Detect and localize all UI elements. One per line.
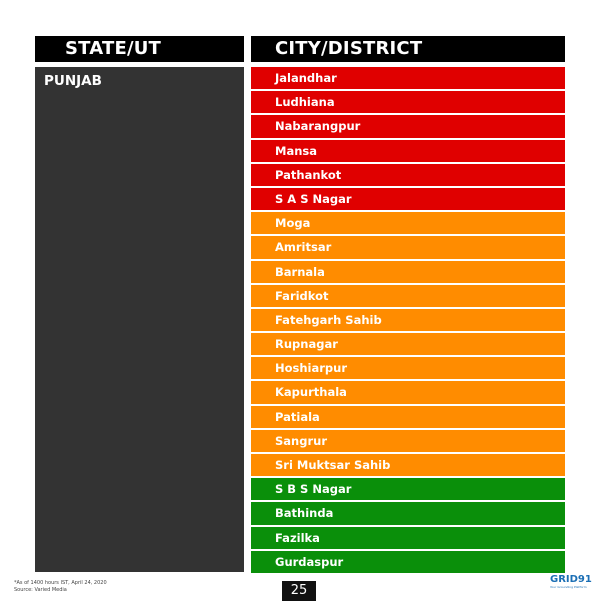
district-row: Barnala <box>251 261 565 283</box>
district-row: S B S Nagar <box>251 478 565 500</box>
district-row: Kapurthala <box>251 381 565 403</box>
district-row: Sri Muktsar Sahib <box>251 454 565 476</box>
district-row: Faridkot <box>251 285 565 307</box>
district-row: Bathinda <box>251 502 565 524</box>
district-row: Mansa <box>251 140 565 162</box>
district-row: Ludhiana <box>251 91 565 113</box>
city-column-header: CITY/DISTRICT <box>251 36 565 62</box>
district-row: Patiala <box>251 406 565 428</box>
logo-wordmark: GRID91 <box>550 574 592 585</box>
district-row: Rupnagar <box>251 333 565 355</box>
page-number: 25 <box>282 581 316 601</box>
footnote-date: *As of 1400 hours IST, April 24, 2020 <box>14 580 107 586</box>
district-row: S A S Nagar <box>251 188 565 210</box>
district-list <box>251 67 565 575</box>
district-row: Fatehgarh Sahib <box>251 309 565 331</box>
district-row: Amritsar <box>251 236 565 258</box>
district-row: Pathankot <box>251 164 565 186</box>
state-panel <box>35 67 244 572</box>
footnote <box>14 580 107 594</box>
state-name: PUNJAB <box>44 73 102 89</box>
logo-tagline: Your Grounding Platform <box>550 585 587 589</box>
district-row: Moga <box>251 212 565 234</box>
district-row: Jalandhar <box>251 67 565 89</box>
footnote-source: Source: Varied Media <box>14 587 67 593</box>
district-row: Nabarangpur <box>251 115 565 137</box>
grid91-logo <box>550 574 596 594</box>
district-row: Sangrur <box>251 430 565 452</box>
district-row: Hoshiarpur <box>251 357 565 379</box>
state-column-header: STATE/UT <box>35 36 244 62</box>
district-row: Gurdaspur <box>251 551 565 573</box>
district-row: Fazilka <box>251 527 565 549</box>
